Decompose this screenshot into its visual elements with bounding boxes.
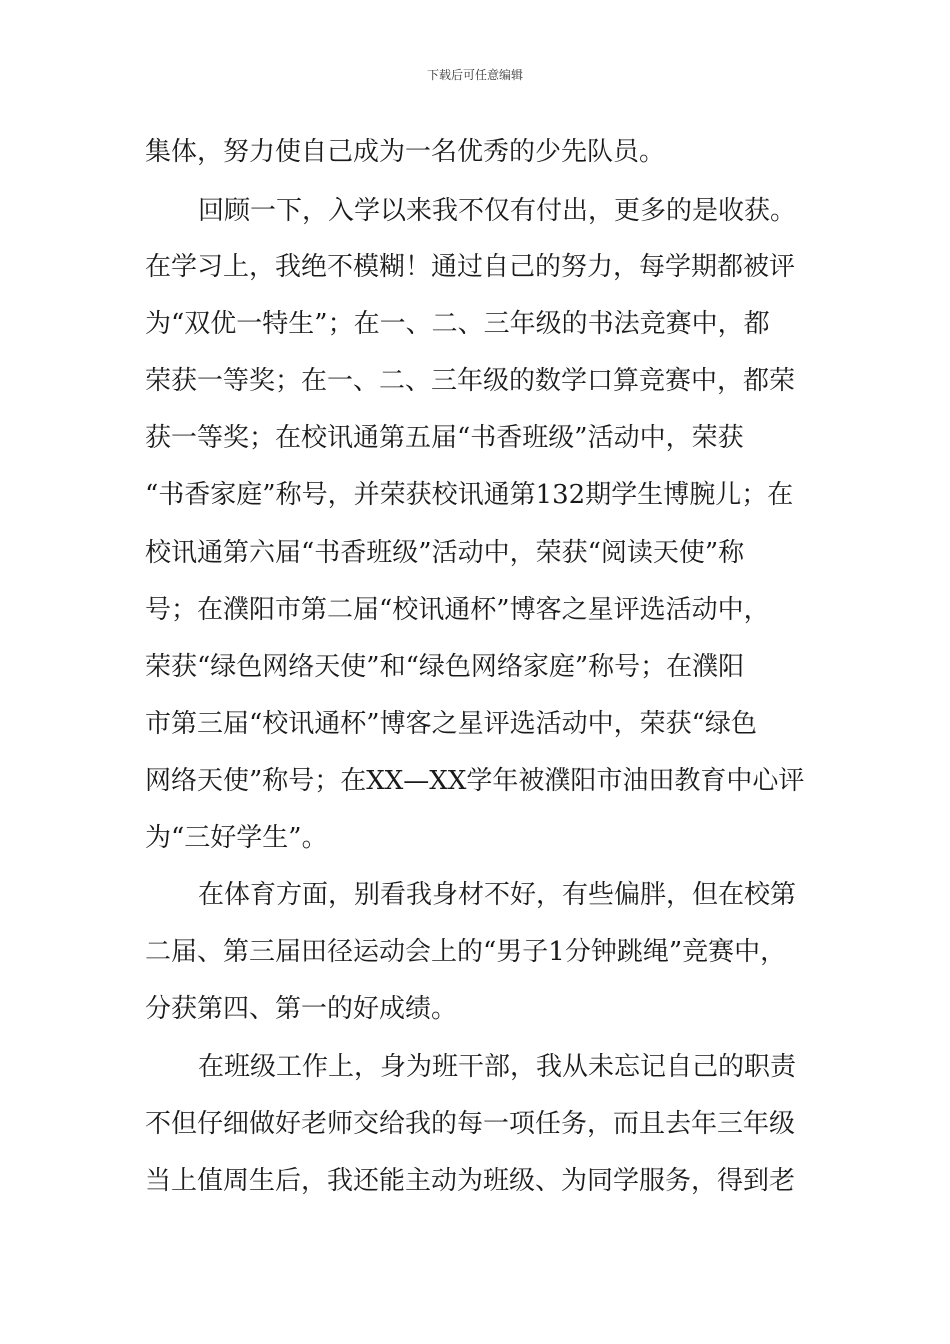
- text-line: 校讯通第六届“书香班级”活动中，荣获“阅读天使”称: [145, 538, 745, 568]
- text-line: 分获第四、第一的好成绩。: [145, 994, 458, 1024]
- text-line: 二届、第三届田径运动会上的“男子1分钟跳绳”竞赛中，: [145, 937, 787, 967]
- text-line: 不但仔细做好老师交给我的每一项任务，而且去年三年级: [145, 1109, 796, 1139]
- page-header: 下载后可任意编辑: [426, 68, 523, 82]
- text-line: 市第三届“校讯通杯”博客之星评选活动中，荣获“绿色: [145, 709, 757, 739]
- text-line: 网络天使”称号；在XX—XX学年被濮阳市油田教育中心评: [145, 766, 805, 796]
- text-line: 在学习上，我绝不模糊！通过自己的努力，每学期都被评: [145, 252, 796, 282]
- text-line: 荣获一等奖；在一、二、三年级的数学口算竞赛中，都荣: [145, 366, 796, 396]
- text-line: 在班级工作上，身为班干部，我从未忘记自己的职责: [198, 1052, 797, 1082]
- text-line: 号；在濮阳市第二届“校讯通杯”博客之星评选活动中，: [145, 595, 770, 625]
- text-line: 为“双优一特生”；在一、二、三年级的书法竞赛中，都: [145, 309, 770, 339]
- text-line: “书香家庭”称号，并荣获校讯通第132期学生博腕儿；在: [145, 480, 794, 510]
- text-line: 集体，努力使自己成为一名优秀的少先队员。: [145, 137, 666, 167]
- text-line: 为“三好学生”。: [145, 823, 328, 853]
- text-line: 获一等奖；在校讯通第五届“书香班级”活动中，荣获: [145, 423, 744, 453]
- text-line: 当上值周生后，我还能主动为班级、为同学服务，得到老: [145, 1166, 796, 1196]
- text-line: 在体育方面，别看我身材不好，有些偏胖，但在校第: [198, 880, 797, 910]
- text-line: 荣获“绿色网络天使”和“绿色网络家庭”称号；在濮阳: [145, 652, 745, 682]
- text-line: 回顾一下，入学以来我不仅有付出，更多的是收获。: [198, 196, 797, 226]
